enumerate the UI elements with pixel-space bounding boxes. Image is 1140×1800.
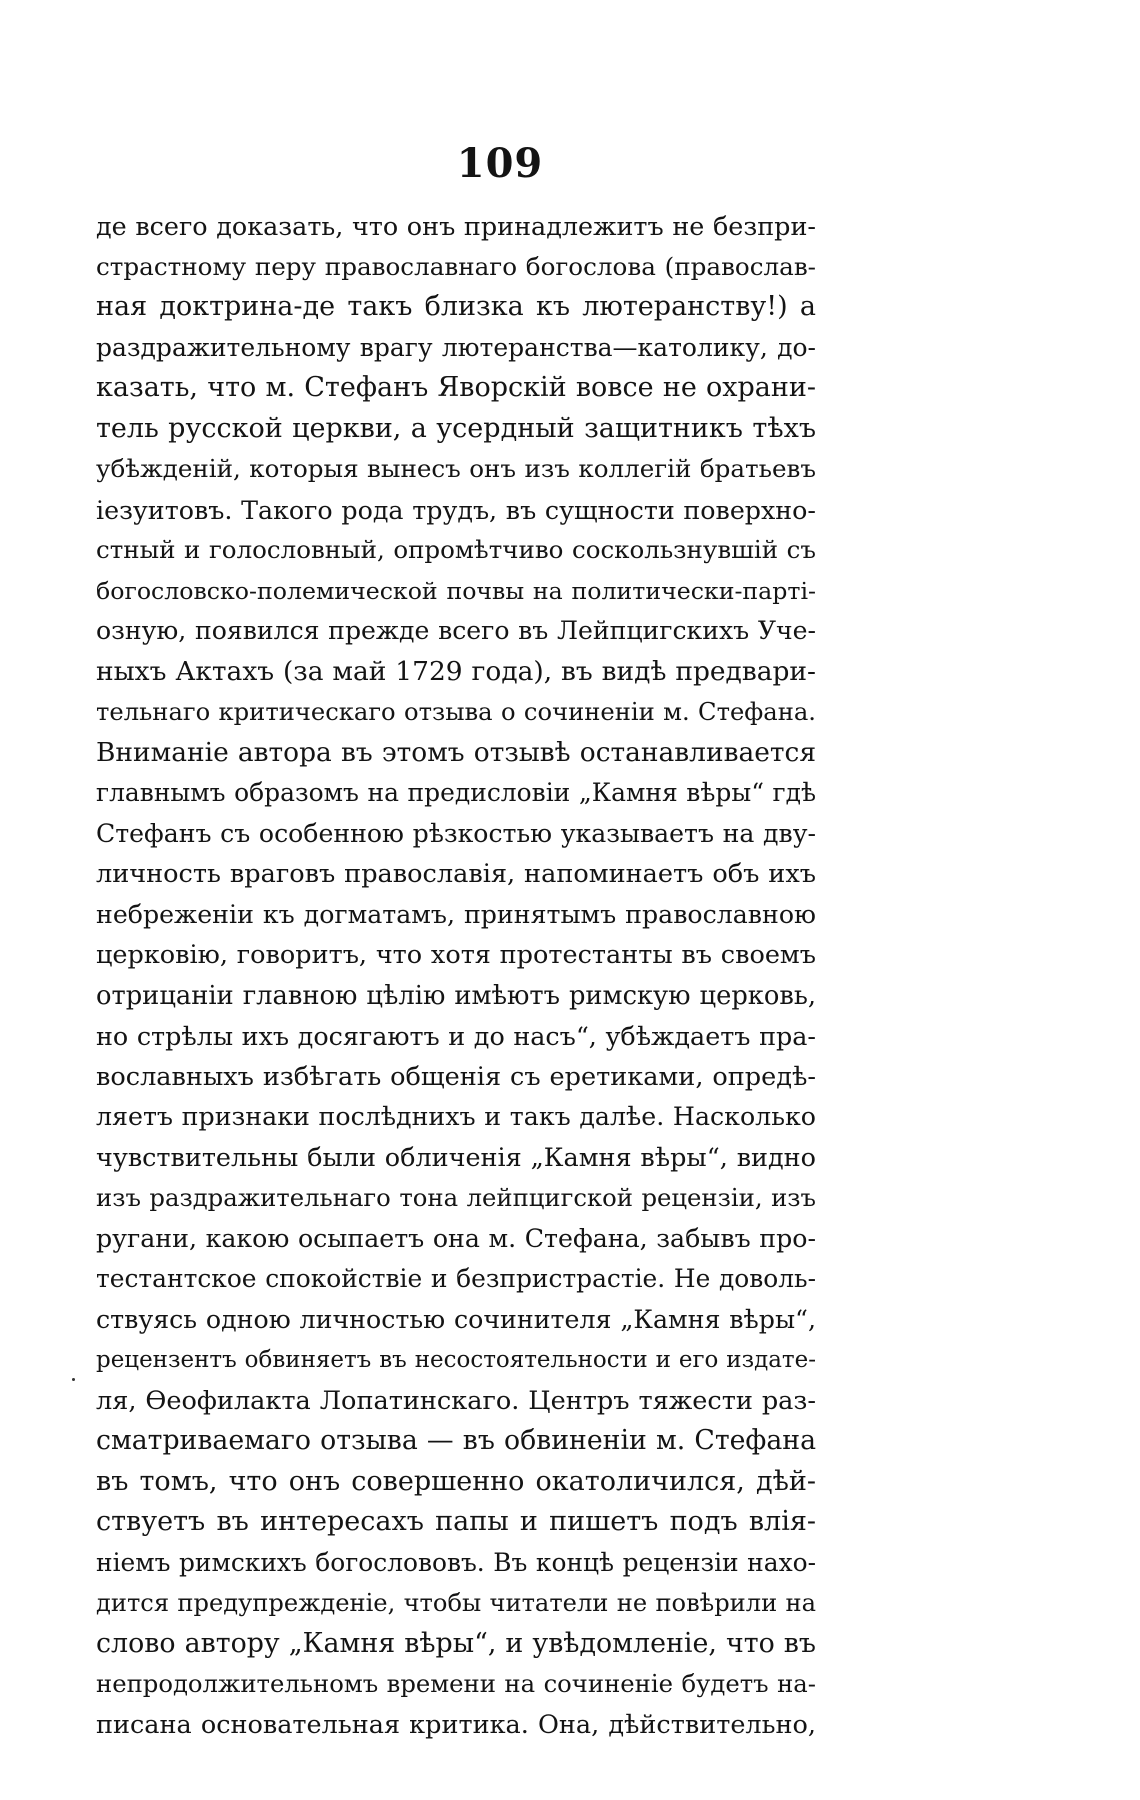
text-line: вославныхъ избѣгать общенія съ еретиками, опредѣ-: [96, 1061, 816, 1092]
text-line: богословско-полемической почвы на политически-парті-: [96, 576, 816, 605]
text-line: писана основательная критика. Она, дѣйствительно,: [96, 1709, 816, 1740]
page-number: 109: [456, 140, 544, 187]
text-line: ля, Ѳеофилакта Лопатинскаго. Центръ тяжести раз-: [96, 1385, 816, 1416]
text-line: церковію, говоритъ, что хотя протестанты въ своемъ: [96, 940, 816, 970]
text-line: де всего доказать, что онъ принадлежитъ не безпри-: [96, 211, 816, 241]
text-line: дится предупрежденіе, чтобы читатели не повѣрили на: [96, 1589, 816, 1617]
text-line: изъ раздражительнаго тона лейпцигской рецензіи, изъ: [96, 1183, 816, 1212]
text-line: озную, появился прежде всего въ Лейпцигскихъ Уче-: [96, 616, 816, 645]
text-line: раздражительному врагу лютеранства—католику, до-: [96, 332, 816, 362]
text-line: страстному перу православнаго богослова (православ-: [96, 251, 816, 281]
text-line: чувствительны были обличенія „Камня вѣры“, видно: [96, 1142, 816, 1173]
scan-speck: [72, 1378, 75, 1381]
text-line: Вниманіе автора въ этомъ отзывѣ останавливается: [96, 736, 816, 768]
body-text: [96, 206, 816, 1745]
text-line: отрицаніи главною цѣлію имѣютъ римскую церковь,: [96, 980, 816, 1011]
text-line: ныхъ Актахъ (за май 1729 года), въ видѣ предвари-: [96, 655, 816, 687]
text-line: ствуясь одною личностью сочинителя „Камня вѣры“,: [96, 1304, 816, 1334]
text-line: казать, что м. Стефанъ Яворскій вовсе не охрани-: [96, 372, 816, 403]
text-line: рецензентъ обвиняетъ въ несостоятельности и его издате-: [96, 1347, 816, 1373]
text-line: главнымъ образомъ на предисловіи „Камня вѣры“ гдѣ: [96, 778, 816, 807]
text-line: ная доктрина-де такъ близка къ лютеранству!) а: [96, 291, 816, 322]
text-line: іезуитовъ. Такого рода трудъ, въ сущности поверхно-: [96, 494, 816, 525]
text-line: личность враговъ православія, напоминаетъ объ ихъ: [96, 859, 816, 889]
text-line: въ томъ, что онъ совершенно окатоличился, дѣй-: [96, 1465, 816, 1497]
text-line: ляетъ признаки послѣднихъ и такъ далѣе. Насколько: [96, 1102, 816, 1131]
text-line: сматриваемаго отзыва — въ обвиненіи м. Стефана: [96, 1425, 816, 1456]
text-line: тель русской церкви, а усердный защитникъ тѣхъ: [96, 412, 816, 444]
text-line: непродолжительномъ времени на сочиненіе будетъ на-: [96, 1669, 816, 1698]
text-line: ніемъ римскихъ богослововъ. Въ концѣ рецензіи нахо-: [96, 1547, 816, 1577]
text-line: Стефанъ съ особенною рѣзкостью указываетъ на дву-: [96, 818, 816, 848]
text-line: небреженіи къ догматамъ, принятымъ православною: [96, 899, 816, 929]
text-line: слово автору „Камня вѣры“, и увѣдомленіе, что въ: [96, 1627, 816, 1659]
text-line: ругани, какою осыпаетъ она м. Стефана, забывъ про-: [96, 1223, 816, 1253]
text-line: ствуетъ въ интересахъ папы и пишетъ подъ влія-: [96, 1506, 816, 1537]
text-line: тестантское спокойствіе и безпристрастіе. Не доволь-: [96, 1264, 816, 1293]
text-line: тельнаго критическаго отзыва о сочиненіи м. Стефана.: [96, 698, 816, 726]
text-line: но стрѣлы ихъ досягаютъ и до насъ“, убѣждаетъ пра-: [96, 1021, 816, 1051]
text-line: стный и голословный, опромѣтчиво соскользнувшій съ: [96, 535, 816, 564]
text-line: убѣжденій, которыя вынесъ онъ изъ коллегій братьевъ: [96, 454, 816, 483]
